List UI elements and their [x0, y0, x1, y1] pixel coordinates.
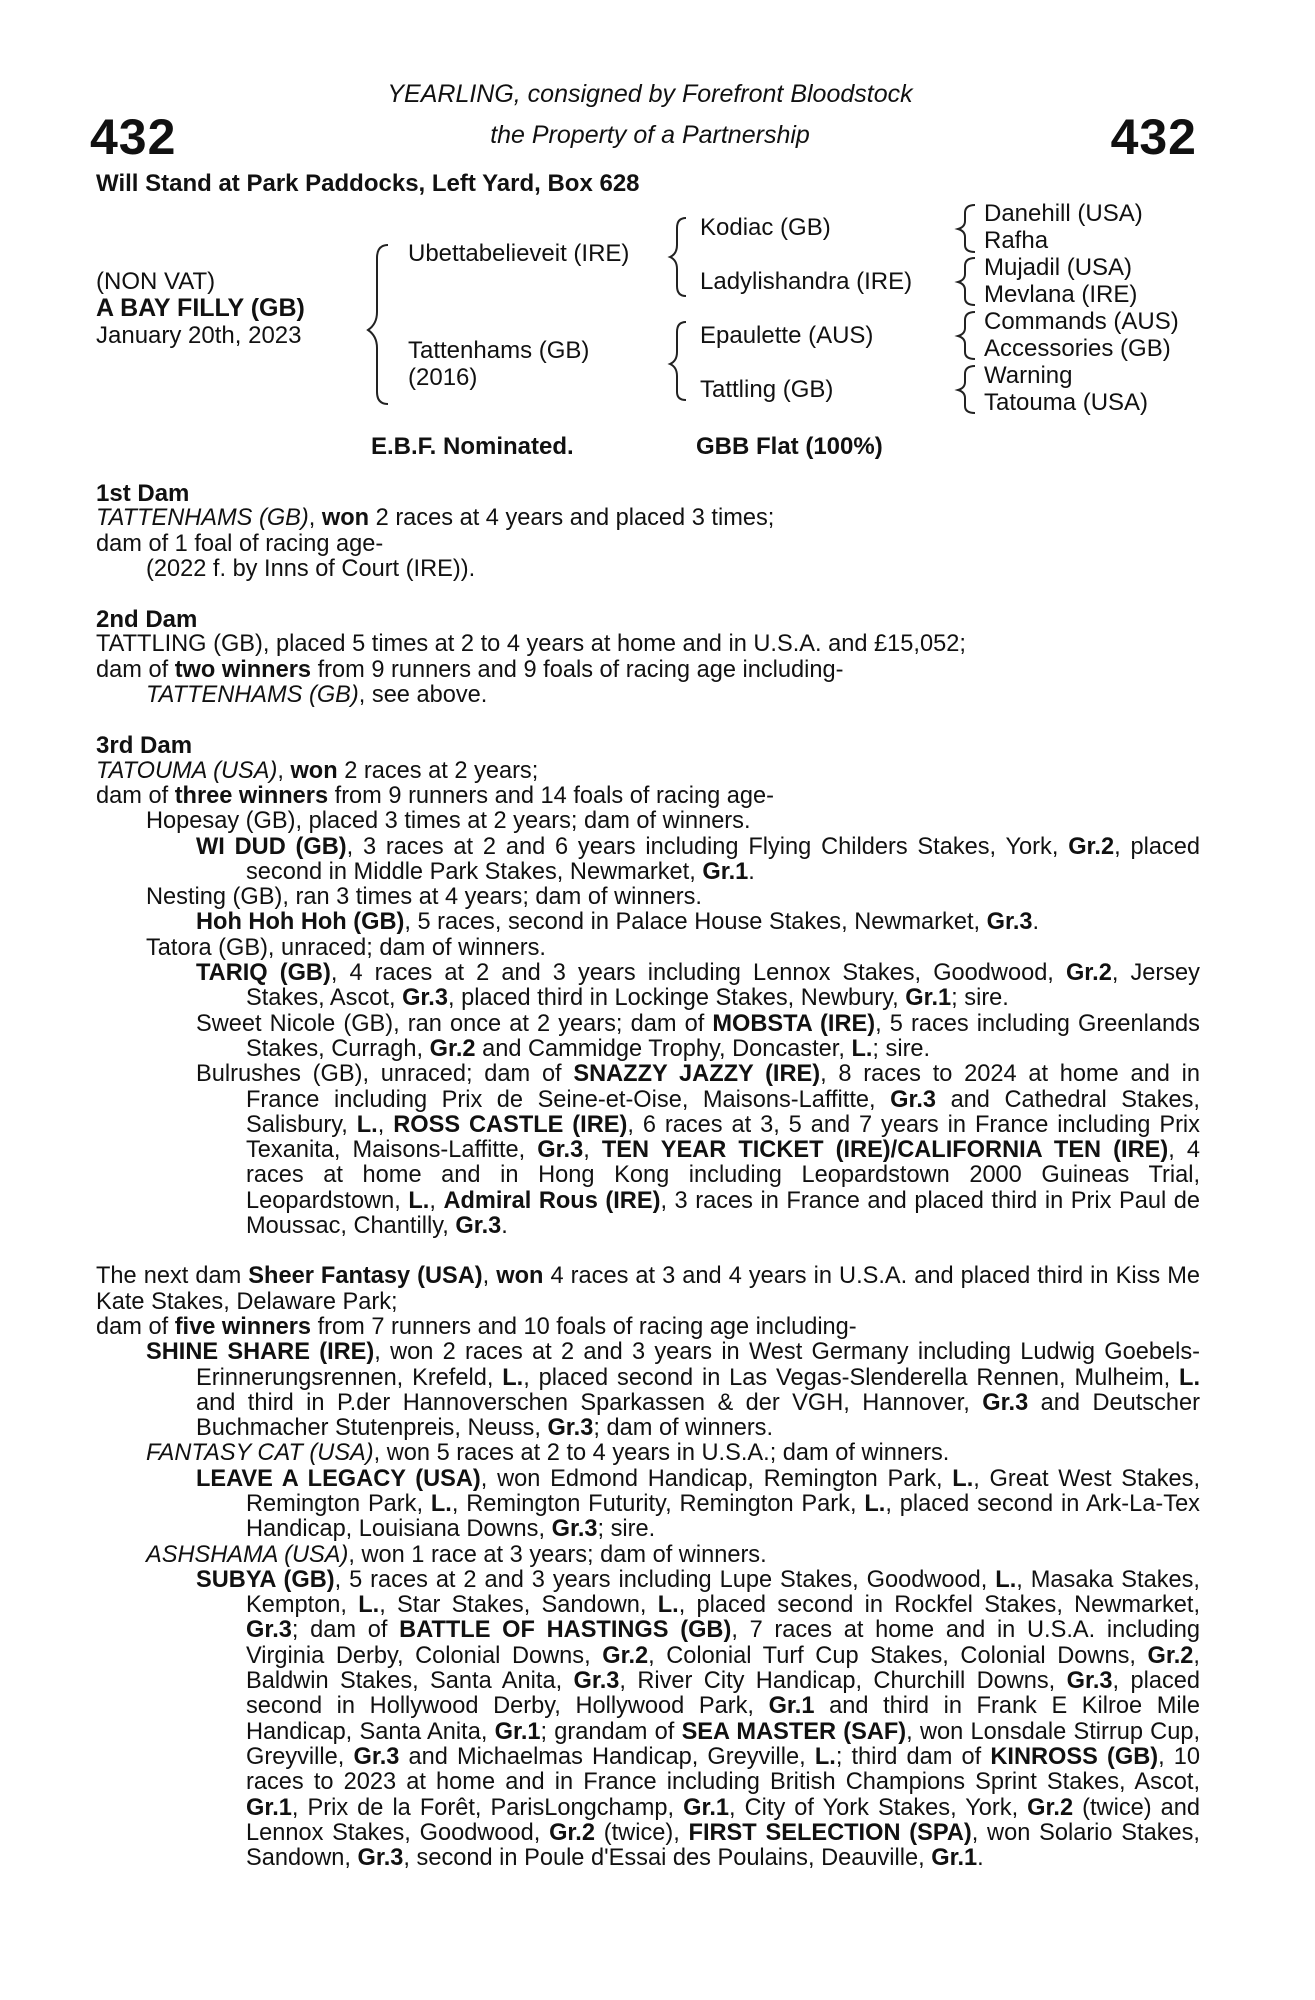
- first-dam-heading: 1st Dam: [96, 480, 190, 507]
- produce-subya: SUBYA (GB), 5 races at 2 and 3 years including Lupe Stakes, Goodwood, L., Masaka Stakes, Kempton, L., Star Stakes, Sandown, L., placed second in Rockfel Stakes, Newmarket, Gr.3; dam of BATTLE OF HASTINGS (GB), 7 races at home and in U.S.A. including Virginia Derby, Colonial Downs, Gr.2, Colonial Turf Cup Stakes, Colonial Downs, Gr.2, Baldwin Stakes, Santa Anita, Gr.3, River City Handicap, Churchill Downs, Gr.3, placed second in Hollywood Derby, Hollywood Park, Gr.1 and third in Frank E Kilroe Mile Handicap, Santa Anita, Gr.1; grandam of SEA MASTER (SAF), won Lonsdale Stirrup Cup, Greyville, Gr.3 and Michaelmas Handicap, Greyville, L.; third dam of KINROSS (GB), 10 races to 2023 at home and in France including British Champions Sprint Stakes, Ascot, Gr.1, Prix de la Forêt, ParisLongchamp, Gr.1, City of York Stakes, York, Gr.2 (twice) and Lennox Stakes, Goodwood, Gr.2 (twice), FIRST SELECTION (SPA), won Solario Stakes, Sandown, Gr.3, second in Poule d'Essai des Poulains, Deauville, Gr.1.: [196, 1566, 1201, 1872]
- ped-ddd: Tatouma (USA): [984, 389, 1149, 416]
- third-dam-heading: 3rd Dam: [96, 732, 193, 760]
- produce-tariq: TARIQ (GB), 4 races at 2 and 3 years including Lennox Stakes, Goodwood, Gr.2, Jersey Stakes, Ascot, Gr.3, placed third in Lockinge Stakes, Newbury, Gr.1; sire.: [196, 960, 1200, 1012]
- brace-gen1: [368, 245, 388, 404]
- gbb-note: GBB Flat (100%): [696, 433, 883, 460]
- first-dam-foal: (2022 f. by Inns of Court (IRE)).: [146, 555, 476, 582]
- consignment-line: YEARLING, consigned by Forefront Bloodstock: [387, 80, 913, 108]
- second-dam-produce: TATTENHAMS (GB), see above.: [146, 682, 488, 709]
- ped-dds: Warning: [984, 362, 1073, 389]
- dam-sire: Epaulette (AUS): [700, 322, 874, 349]
- ped-ssd: Rafha: [984, 227, 1049, 254]
- produce-bulrushes: Bulrushes (GB), unraced; dam of SNAZZY JAZZY (IRE), 8 races to 2024 at home and in France including Prix de Seine-et-Oise, Maisons-Laffitte, Gr.3 and Cathedral Stakes, Salisbury, L., ROSS CASTLE (IRE), 6 races at 3, 5 and 7 years in France including Prix Texanita, Maisons-Laffitte, Gr.3, TEN YEAR TICKET (IRE)/CALIFORNIA TEN (IRE), 4 races at home and in Hong Kong including Leopardstown 2000 Guineas Trial, Leopardstown, L., Admiral Rous (IRE), 3 races in France and placed third in Prix Paul de Moussac, Chantilly, Gr.3.: [196, 1061, 1200, 1240]
- vat-status: (NON VAT): [96, 268, 216, 295]
- ped-dss: Commands (AUS): [984, 308, 1179, 335]
- ped-sds: Mujadil (USA): [984, 254, 1133, 281]
- ped-dsd: Accessories (GB): [984, 335, 1171, 362]
- brace-sd: [958, 258, 975, 305]
- property-line: the Property of a Partnership: [490, 121, 810, 149]
- ped-sdd: Mevlana (IRE): [984, 281, 1138, 308]
- produce-leave-a-legacy: LEAVE A LEGACY (USA), won Edmond Handicap, Remington Park, L., Great West Stakes, Remington Park, L., Remington Futurity, Remington Park, L., placed second in Ark-La-Tex Handicap, Louisiana Downs, Gr.3; sire.: [196, 1465, 1200, 1543]
- stand-location: Will Stand at Park Paddocks, Left Yard, Box 628: [96, 170, 640, 197]
- sire-name: Ubettabelieveit (IRE): [408, 240, 630, 267]
- second-dam-text: TATTLING (GB), placed 5 times at 2 to 4 years at home and in U.S.A. and £15,052; dam of two winners from 9 runners and 9 foals of racing age including-: [96, 631, 966, 683]
- foaling-date: January 20th, 2023: [96, 322, 302, 349]
- brace-dd: [958, 366, 975, 413]
- produce-tatora: Tatora (GB), unraced; dam of winners.: [146, 934, 546, 961]
- second-dam-heading: 2nd Dam: [96, 606, 198, 634]
- ebf-note: E.B.F. Nominated.: [371, 433, 574, 460]
- ped-sss: Danehill (USA): [984, 200, 1143, 227]
- produce-hoh-hoh-hoh: Hoh Hoh Hoh (GB), 5 races, second in Palace House Stakes, Newmarket, Gr.3.: [196, 909, 1040, 936]
- produce-shine-share: SHINE SHARE (IRE), won 2 races at 2 and 3 years in West Germany including Ludwig Goebels-Erinnerungsrennen, Krefeld, L., placed second in Las Vegas-Slenderella Rennen, Mulheim, L. and third in P.der Hannoverschen Sparkassen & der VGH, Hannover, Gr.3 and Deutscher Buchmacher Stutenpreis, Neuss, Gr.3; dam of winners.: [146, 1339, 1200, 1442]
- brace-sire: [670, 218, 686, 296]
- produce-nesting: Nesting (GB), ran 3 times at 4 years; dam of winners.: [146, 884, 702, 911]
- brace-ds: [958, 312, 975, 359]
- produce-wi-dud: WI DUD (GB), 3 races at 2 and 6 years including Flying Childers Stakes, York, Gr.2, placed second in Middle Park Stakes, Newmarket, Gr.1.: [196, 833, 1201, 885]
- first-dam-text: TATTENHAMS (GB), won 2 races at 4 years and placed 3 times; dam of 1 foal of racing age-: [96, 505, 775, 557]
- dam-foaled-year: (2016): [408, 364, 478, 391]
- sire-sire: Kodiac (GB): [700, 214, 831, 241]
- brace-ss: [958, 205, 975, 252]
- produce-hopesay: Hopesay (GB), placed 3 times at 2 years; dam of winners.: [146, 808, 751, 835]
- dam-name: Tattenhams (GB): [408, 337, 590, 364]
- lot-number-left: 432: [90, 109, 177, 165]
- dam-dam: Tattling (GB): [700, 376, 834, 403]
- horse-name: A BAY FILLY (GB): [96, 294, 305, 322]
- brace-dam: [670, 322, 686, 400]
- produce-sweet-nicole: Sweet Nicole (GB), ran once at 2 years; dam of MOBSTA (IRE), 5 races including Greenlands Stakes, Curragh, Gr.2 and Cammidge Trophy, Doncaster, L.; sire.: [196, 1010, 1200, 1062]
- sire-dam: Ladylishandra (IRE): [700, 268, 913, 295]
- next-dam-produce-summary: dam of five winners from 7 runners and 10 foals of racing age including-: [96, 1313, 857, 1340]
- lot-number-right: 432: [1110, 109, 1197, 165]
- produce-fantasy-cat: FANTASY CAT (USA), won 5 races at 2 to 4 years in U.S.A.; dam of winners.: [146, 1440, 950, 1467]
- produce-ashshama: ASHSHAMA (USA), won 1 race at 3 years; dam of winners.: [146, 1541, 767, 1568]
- third-dam-text: TATOUMA (USA), won 2 races at 2 years; dam of three winners from 9 runners and 14 foals of racing age-: [96, 757, 775, 809]
- catalogue-body: [96, 481, 1200, 1871]
- next-dam-text: The next dam Sheer Fantasy (USA), won 4 races at 3 and 4 years in U.S.A. and placed third in Kiss Me Kate Stakes, Delaware Park;: [96, 1263, 1200, 1315]
